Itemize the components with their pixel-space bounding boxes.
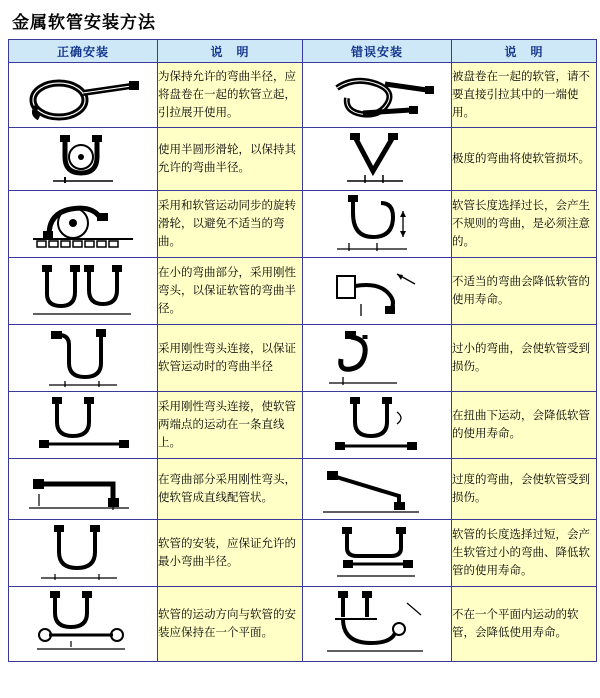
table-row — [9, 258, 597, 325]
u-bend-pulley-icon — [13, 131, 153, 187]
wrong-figure-cell — [303, 63, 452, 128]
wrong-figure-cell — [303, 587, 452, 662]
wrong-figure-cell — [303, 258, 452, 325]
table-row — [9, 63, 597, 128]
wrong-figure-cell — [303, 392, 452, 459]
out-of-plane-motion-icon — [307, 589, 447, 659]
wrong-figure-cell — [303, 128, 452, 191]
correct-note: 使用半圆形滑轮，以保持其允许的弯曲半径。 — [158, 128, 303, 191]
straight-pipe-elbow-icon — [13, 462, 153, 516]
table-row — [9, 128, 597, 191]
coiled-hose-pulled-icon — [307, 66, 447, 124]
table-row — [9, 520, 597, 587]
header-wrong-install: 错误安装 — [303, 40, 452, 63]
correct-figure-cell — [9, 392, 158, 459]
sharp-v-bend-icon — [307, 131, 447, 187]
wrong-note: 软管的长度选择过短，会产生软管过小的弯曲、降低软管的使用寿命。 — [452, 520, 597, 587]
wrong-figure-cell — [303, 325, 452, 392]
correct-note: 软管的安装，应保证允许的最小弯曲半径。 — [158, 520, 303, 587]
correct-figure-cell — [9, 63, 158, 128]
table-row — [9, 325, 597, 392]
correct-note: 在弯曲部分采用刚性弯头，使软管成直线配管状。 — [158, 459, 303, 520]
installation-methods-table — [8, 39, 597, 662]
page-title: 金属软管安装方法 — [12, 13, 156, 33]
correct-note: 软管的运动方向与软管的安装应保持在一个平面。 — [158, 587, 303, 662]
wrong-figure-cell — [303, 459, 452, 520]
rigid-elbow-straight-line-icon — [13, 394, 153, 456]
correct-figure-cell — [9, 191, 158, 258]
long-loose-loop-icon — [307, 193, 447, 255]
wrong-figure-cell — [303, 520, 452, 587]
table-row — [9, 587, 597, 662]
improper-bend-block-icon — [307, 260, 447, 322]
table-row — [9, 392, 597, 459]
wrong-note: 在扭曲下运动，会降低软管的使用寿命。 — [452, 392, 597, 459]
correct-figure-cell — [9, 520, 158, 587]
wrong-note: 极度的弯曲将使软管损坏。 — [452, 128, 597, 191]
correct-note: 为保持允许的弯曲半径，应将盘卷在一起的软管立起，引拉展开使用。 — [158, 63, 303, 128]
correct-note: 采用刚性弯头连接，以保证软管运动时的弯曲半径 — [158, 325, 303, 392]
rotating-pulley-chain-icon — [13, 193, 153, 255]
twisted-u-bend-icon — [307, 394, 447, 456]
wrong-note: 不适当的弯曲会降低软管的使用寿命。 — [452, 258, 597, 325]
correct-figure-cell — [9, 258, 158, 325]
wrong-figure-cell — [303, 191, 452, 258]
wrong-note: 不在一个平面内运动的软管，会降低使用寿命。 — [452, 587, 597, 662]
correct-note: 采用刚性弯头连接，使软管两端点的运动在一条直线上。 — [158, 392, 303, 459]
correct-figure-cell — [9, 128, 158, 191]
rigid-elbow-u-loop-icon — [13, 327, 153, 389]
correct-note: 采用和软管运动同步的旋转滑轮，以避免不适当的弯曲。 — [158, 191, 303, 258]
correct-figure-cell — [9, 587, 158, 662]
table-row — [9, 191, 597, 258]
wrong-note: 过小的弯曲，会使软管受到损伤。 — [452, 325, 597, 392]
over-bent-pipe-icon — [307, 462, 447, 516]
wrong-note: 过度的弯曲，会使软管受到损伤。 — [452, 459, 597, 520]
wrong-note: 被盘卷在一起的软管，请不要直接引拉其中的一端使用。 — [452, 63, 597, 128]
correct-figure-cell — [9, 325, 158, 392]
long-square-hose-icon — [307, 522, 447, 584]
rigid-elbow-small-bend-icon — [13, 260, 153, 322]
header-correct-install: 正确安装 — [9, 40, 158, 63]
table-row — [9, 459, 597, 520]
table-header — [9, 40, 597, 63]
same-plane-motion-icon — [13, 589, 153, 659]
table-body — [9, 63, 597, 662]
header-row — [9, 40, 597, 63]
correct-note: 在小的弯曲部分，采用刚性弯头，以保证软管的弯曲半径。 — [158, 258, 303, 325]
coiled-hose-vertical-icon — [13, 66, 153, 124]
min-radius-u-hose-icon — [13, 522, 153, 584]
tight-u-bend-icon — [307, 327, 447, 389]
wrong-note: 软管长度选择过长，会产生不规则的弯曲，是必须注意的。 — [452, 191, 597, 258]
header-wrong-note: 说 明 — [452, 40, 597, 63]
header-correct-note: 说 明 — [158, 40, 303, 63]
correct-figure-cell — [9, 459, 158, 520]
